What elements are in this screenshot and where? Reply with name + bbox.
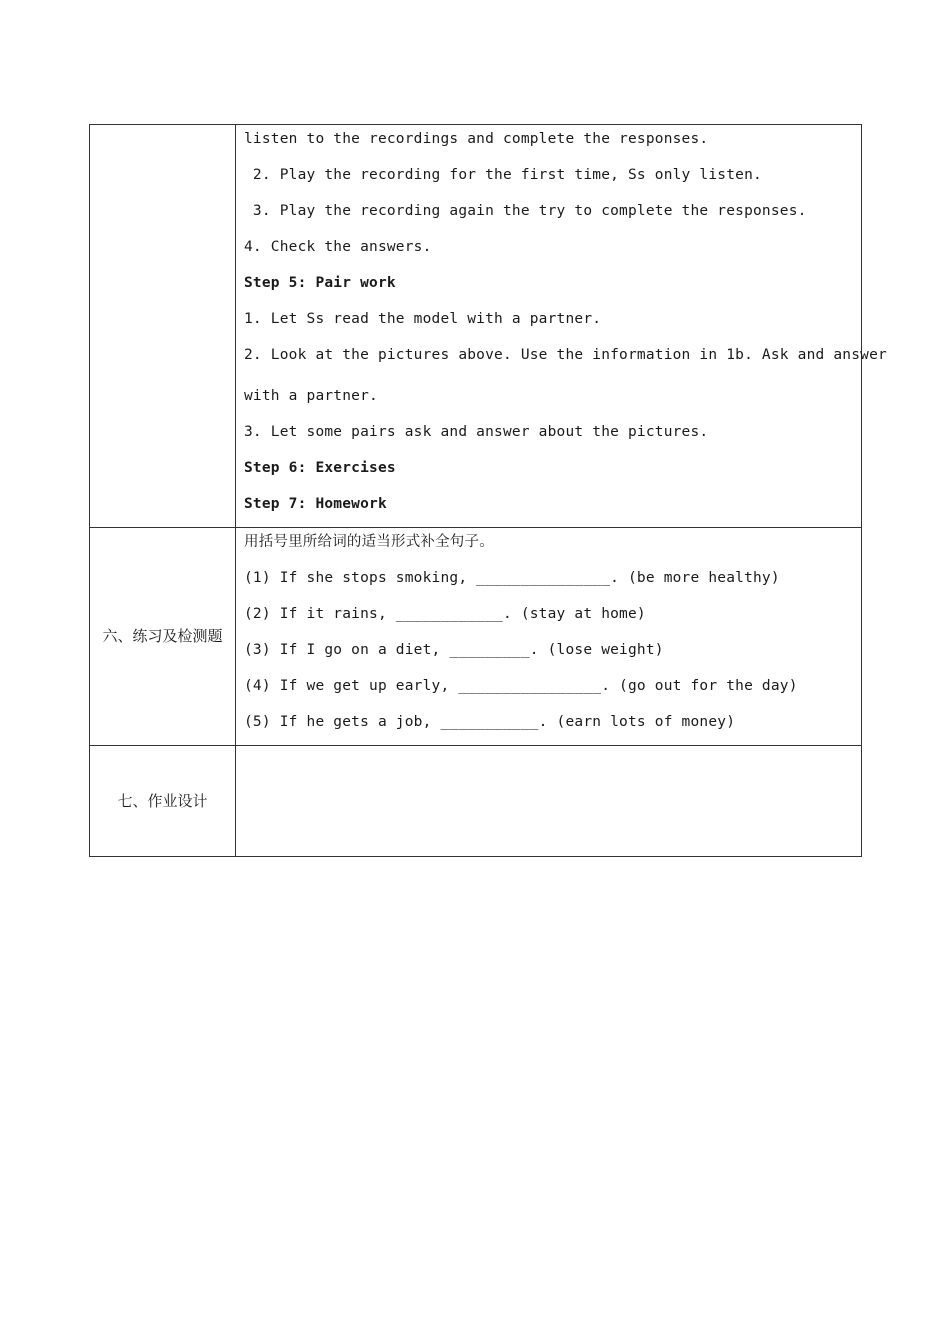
exercise-item: (3) If I go on a diet, _________. (lose weight): [244, 642, 664, 658]
lesson-plan-table: [89, 124, 887, 857]
homework-label: 七、作业设计: [90, 746, 236, 857]
procedure-row: [90, 125, 862, 528]
procedure-line: with a partner.: [244, 388, 378, 404]
procedure-content-cell: [236, 125, 887, 528]
procedure-line: 1. Let Ss read the model with a partner.: [244, 311, 602, 327]
procedure-label-cell: [90, 125, 236, 528]
exercises-content-cell: [236, 528, 862, 746]
procedure-line: 2. Look at the pictures above. Use the information in 1b. Ask and answer: [244, 347, 887, 363]
procedure-line: 4. Check the answers.: [244, 239, 432, 255]
exercises-label: 六、练习及检测题: [90, 528, 236, 746]
procedure-line: listen to the recordings and complete the responses.: [244, 131, 709, 147]
step-heading: Step 6: Exercises: [244, 460, 396, 476]
homework-content-cell: [236, 746, 862, 857]
procedure-line: 3. Let some pairs ask and answer about the pictures.: [244, 424, 709, 440]
exercise-item: (1) If she stops smoking, _______________. (be more healthy): [244, 570, 780, 586]
exercises-instruction: 用括号里所给词的适当形式补全句子。: [244, 534, 494, 550]
step-heading: Step 5: Pair work: [244, 275, 396, 291]
homework-row: [90, 746, 862, 857]
exercise-item: (5) If he gets a job, ___________. (earn lots of money): [244, 714, 736, 730]
procedure-line: 2. Play the recording for the first time, Ss only listen.: [244, 167, 762, 183]
exercise-item: (2) If it rains, ____________. (stay at home): [244, 606, 646, 622]
procedure-line: 3. Play the recording again the try to complete the responses.: [244, 203, 807, 219]
step-heading: Step 7: Homework: [244, 496, 387, 512]
exercise-item: (4) If we get up early, ________________. (go out for the day): [244, 678, 798, 694]
exercises-row: [90, 528, 862, 746]
